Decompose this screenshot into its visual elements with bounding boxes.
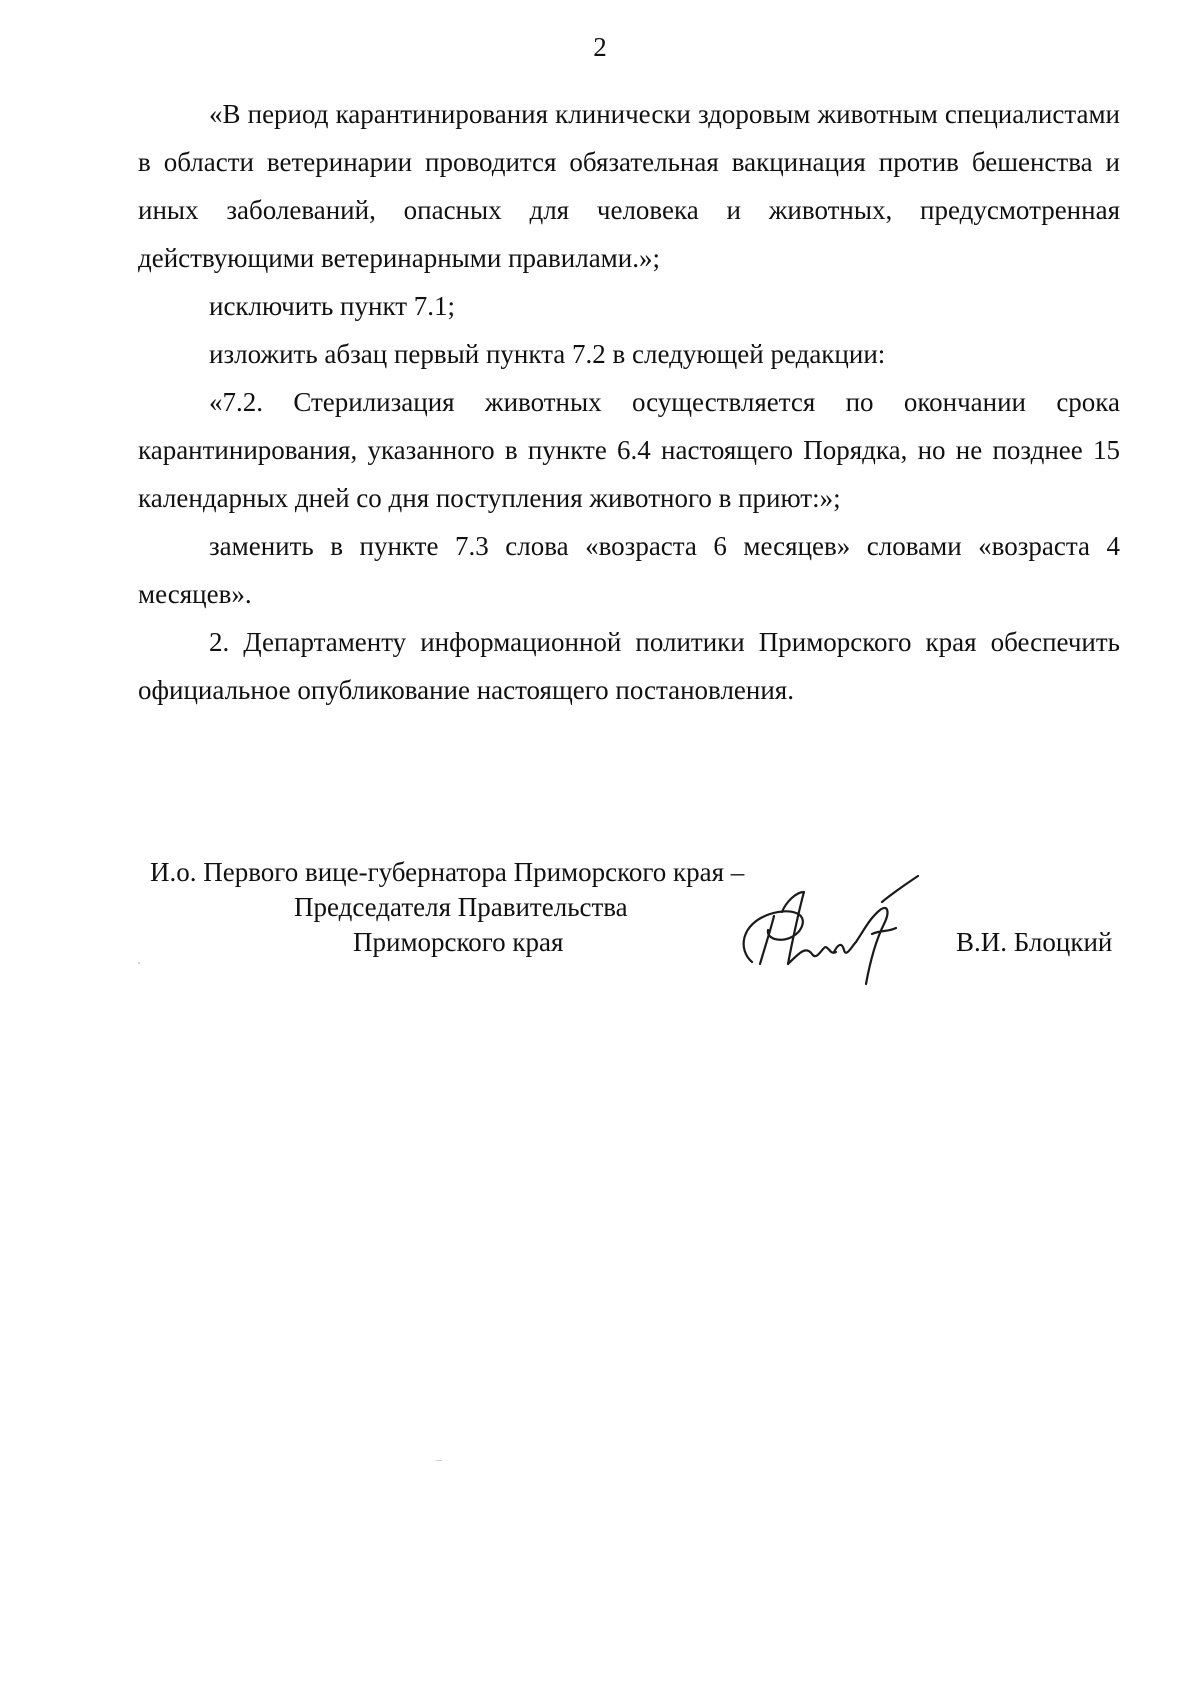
scan-artifact <box>436 1460 442 1461</box>
signatory-position-line2: Председателя Правительства <box>294 892 628 922</box>
paragraph-publication: 2. Департаменту информационной политики Приморского края обеспечить официальное опубликование настоящего постановления. <box>138 627 1120 705</box>
paragraph-replace-7-3: заменить в пункте 7.3 слова «возраста 6 месяцев» словами «возраста 4 месяцев». <box>138 531 1120 609</box>
page-number: 2 <box>593 32 607 62</box>
document-body <box>138 90 1120 714</box>
handwritten-signature <box>730 872 930 992</box>
signatory-position-line1: И.о. Первого вице-губернатора Приморского края – <box>150 857 745 887</box>
signatory-name: В.И. Блоцкий <box>956 927 1113 957</box>
paragraph-amend-7-2: изложить абзац первый пункта 7.2 в следующей редакции: <box>209 339 886 369</box>
signatory-position-line3: Приморского края <box>353 927 564 957</box>
paragraph-vaccination: «В период карантинирования клинически здоровым животным специалистами в области ветеринарии проводится обязательная вакцинация против бешенства и иных заболеваний, опасных для человека и животных, предусмотренная действующими ветеринарными правилами.»; <box>138 99 1120 273</box>
scan-artifact <box>138 962 140 964</box>
paragraph-exclude-7-1: исключить пункт 7.1; <box>209 291 456 321</box>
paragraph-sterilization: «7.2. Стерилизация животных осуществляется по окончании срока карантинирования, указанного в пункте 6.4 настоящего Порядка, но не позднее 15 календарных дней со дня поступления животного в приют:»; <box>138 387 1120 513</box>
